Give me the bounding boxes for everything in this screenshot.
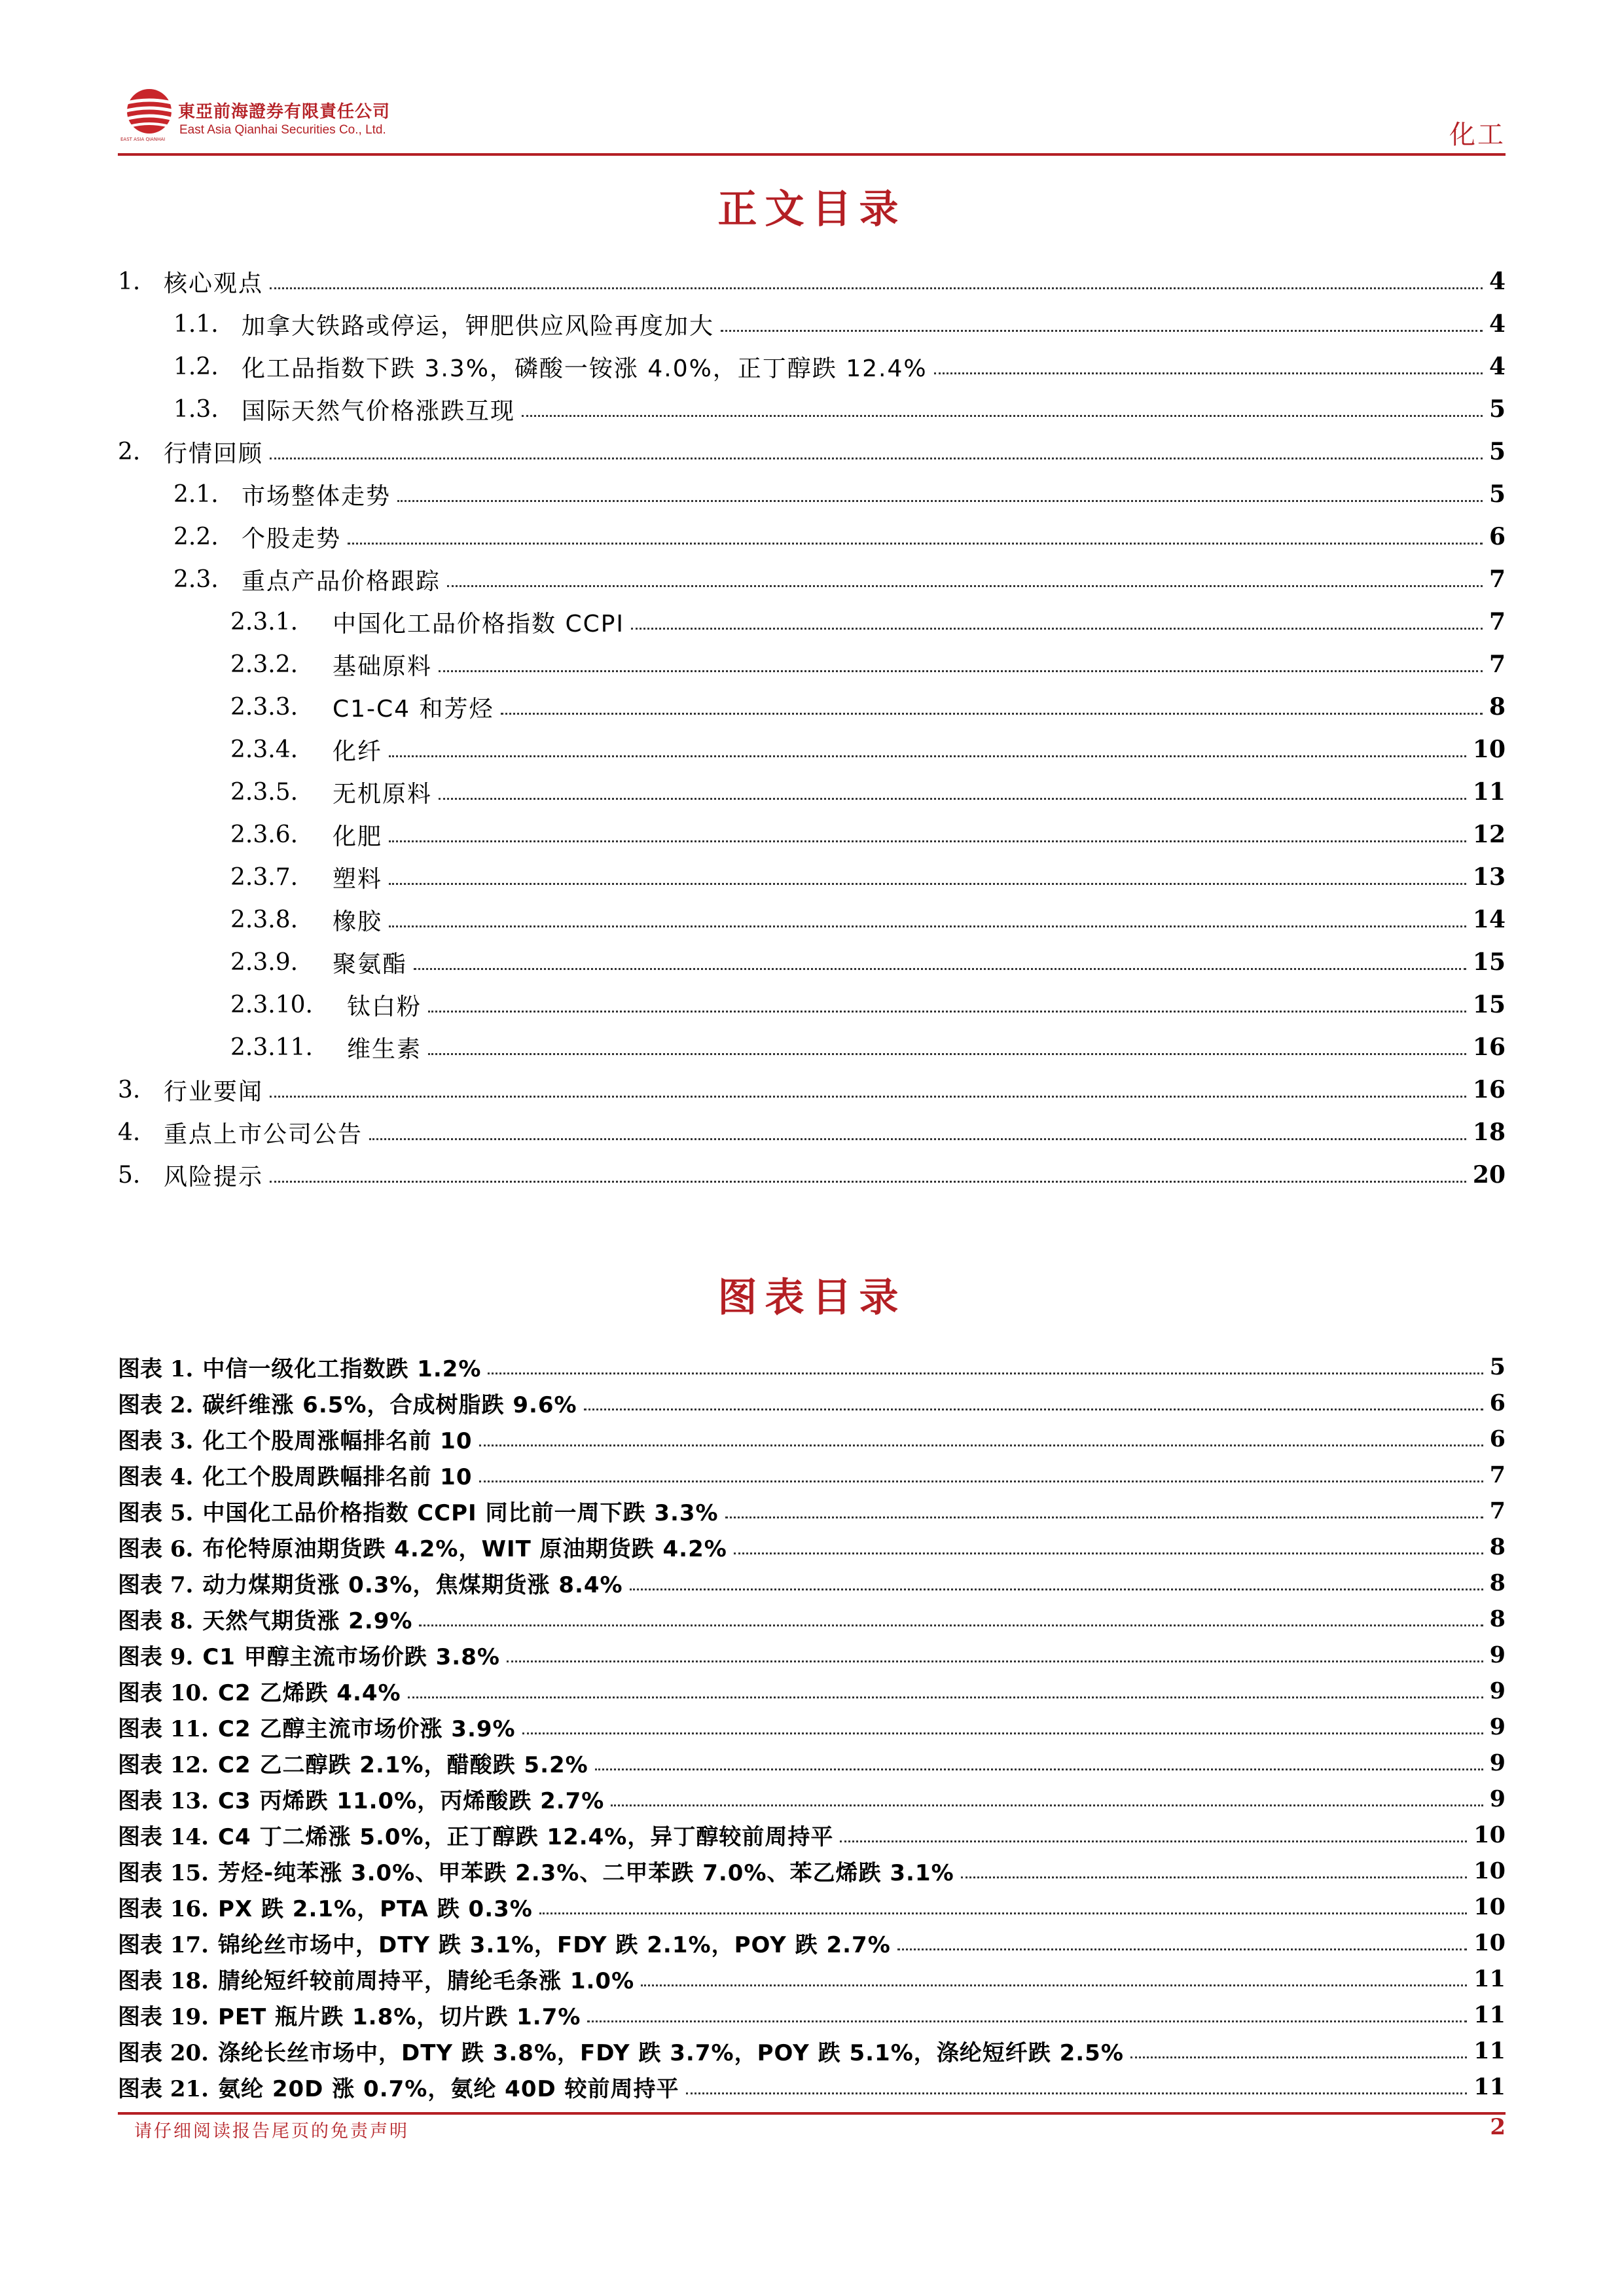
figure-entry-page: 11 xyxy=(1473,2073,1506,2100)
toc-entry-label: 基础原料 xyxy=(333,653,433,680)
dot-leader xyxy=(488,1372,1483,1374)
disclaimer-text: 请仔细阅读报告尾页的免责声明 xyxy=(134,2121,409,2142)
toc-entry-page: 4 xyxy=(1489,353,1506,380)
toc-entry-number: 2.3.8. xyxy=(230,906,298,933)
toc-entry-page: 15 xyxy=(1472,948,1506,976)
figure-entry[interactable] xyxy=(118,1995,1506,2034)
figure-entry[interactable] xyxy=(118,1563,1506,1602)
toc-entry-number: 2.3. xyxy=(173,565,219,593)
dot-leader xyxy=(369,1138,1466,1140)
toc-entry[interactable] xyxy=(118,262,1506,301)
toc-entry-label: 聚氨酯 xyxy=(333,950,408,978)
figure-entry[interactable] xyxy=(118,1527,1506,1566)
figure-entry-label: C1 甲醇主流市场价跌 3.8% xyxy=(202,1643,500,1670)
figure-entry-page: 10 xyxy=(1473,1857,1506,1884)
toc-entry-page: 7 xyxy=(1489,651,1506,678)
toc-entry-number: 2.1. xyxy=(173,480,219,508)
dot-leader xyxy=(611,1804,1483,1806)
toc-entry-label: 风险提示 xyxy=(164,1163,264,1191)
toc-entry-label: 重点上市公司公告 xyxy=(164,1121,363,1148)
figure-entry-label: 中国化工品价格指数 CCPI 同比前一周下跌 3.3% xyxy=(202,1499,719,1526)
dot-leader xyxy=(447,585,1483,587)
figure-entry[interactable] xyxy=(118,1635,1506,1674)
dot-leader xyxy=(840,1840,1467,1842)
figure-entry[interactable] xyxy=(118,2031,1506,2070)
toc-entry[interactable] xyxy=(173,389,1506,429)
toc-entry[interactable] xyxy=(230,985,1506,1024)
figure-entry[interactable] xyxy=(118,1347,1506,1386)
toc-entry-number: 2.3.6. xyxy=(230,821,298,848)
figure-entry-label: 动力煤期货涨 0.3%，焦煤期货涨 8.4% xyxy=(202,1571,623,1598)
toc-entry-number: 2.3.4. xyxy=(230,736,298,763)
toc-entry-page: 4 xyxy=(1489,310,1506,338)
dot-leader xyxy=(501,713,1483,715)
figure-entry-label: C2 乙烯跌 4.4% xyxy=(218,1679,401,1706)
toc-entry-number: 2. xyxy=(118,438,141,465)
figure-entry-label: 芳烃-纯苯涨 3.0%、甲苯跌 2.3%、二甲苯跌 7.0%、苯乙烯跌 3.1% xyxy=(218,1859,954,1886)
dot-leader xyxy=(631,628,1483,630)
figure-entry-page: 8 xyxy=(1489,1569,1506,1596)
dot-leader xyxy=(270,457,1483,459)
toc-entry[interactable] xyxy=(118,1070,1506,1109)
toc-entry-page: 13 xyxy=(1472,863,1506,891)
dot-leader xyxy=(408,1696,1483,1698)
dot-leader xyxy=(734,1552,1483,1554)
figure-entry-number: 图表 11. xyxy=(118,1715,209,1742)
figure-entry[interactable] xyxy=(118,1851,1506,1890)
toc-entry-page: 16 xyxy=(1472,1076,1506,1103)
figure-entry-page: 10 xyxy=(1473,1929,1506,1956)
page-number: 2 xyxy=(1490,2114,1506,2140)
figure-entry-label: 天然气期货涨 2.9% xyxy=(202,1607,413,1634)
figure-entry[interactable] xyxy=(118,1887,1506,1926)
toc-entry-number: 2.3.2. xyxy=(230,651,298,678)
dot-leader xyxy=(439,798,1466,800)
dot-leader xyxy=(584,1408,1483,1410)
figure-entry[interactable] xyxy=(118,1959,1506,1998)
dot-leader xyxy=(1130,2056,1467,2058)
dot-leader xyxy=(270,1181,1466,1183)
toc-entry-page: 18 xyxy=(1472,1119,1506,1146)
figure-entry-number: 图表 14. xyxy=(118,1823,209,1850)
toc-entry-number: 2.3.11. xyxy=(230,1033,313,1061)
figure-entry-number: 图表 19. xyxy=(118,2003,209,2030)
toc-entry-number: 2.3.5. xyxy=(230,778,298,806)
dot-leader xyxy=(522,1732,1483,1734)
toc-entry-label: C1-C4 和芳烃 xyxy=(333,695,494,723)
figure-entry-page: 6 xyxy=(1489,1425,1506,1452)
toc-entry-page: 14 xyxy=(1472,906,1506,933)
figure-entry-label: PET 瓶片跌 1.8%，切片跌 1.7% xyxy=(218,2003,581,2030)
figure-entry[interactable] xyxy=(118,1779,1506,1818)
company-name-en: East Asia Qianhai Securities Co., Ltd. xyxy=(179,123,386,137)
toc-entry-page: 11 xyxy=(1472,778,1506,806)
figures-title: 图表目录 xyxy=(717,1275,907,1321)
figure-entry-number: 图表 20. xyxy=(118,2039,209,2066)
figure-entry-number: 图表 16. xyxy=(118,1895,209,1922)
dot-leader xyxy=(686,2092,1468,2094)
figure-entry-label: 涤纶长丝市场中，DTY 跌 3.8%，FDY 跌 3.7%，POY 跌 5.1%，涤纶短纤跌 2.5% xyxy=(218,2039,1124,2066)
dot-leader xyxy=(897,1948,1468,1950)
toc-entry-label: 中国化工品价格指数 CCPI xyxy=(333,610,625,637)
toc-entry-label: 加拿大铁路或停运，钾肥供应风险再度加大 xyxy=(242,312,715,340)
header-divider xyxy=(118,153,1506,156)
toc-entry-page: 6 xyxy=(1489,523,1506,550)
toc-entry-number: 1. xyxy=(118,268,141,295)
figure-entry-page: 10 xyxy=(1473,1893,1506,1920)
toc-entry[interactable] xyxy=(118,1113,1506,1152)
figure-entry-page: 5 xyxy=(1489,1353,1506,1380)
toc-entry-page: 4 xyxy=(1489,268,1506,295)
toc-entry-label: 重点产品价格跟踪 xyxy=(242,567,441,595)
toc-entry-number: 1.1. xyxy=(173,310,219,338)
figure-entry-number: 图表 17. xyxy=(118,1931,209,1958)
toc-entry-number: 5. xyxy=(118,1161,141,1189)
toc-entry-page: 5 xyxy=(1489,480,1506,508)
toc-entry[interactable] xyxy=(173,475,1506,514)
toc-entry-page: 12 xyxy=(1472,821,1506,848)
toc-entry-page: 10 xyxy=(1472,736,1506,763)
toc-entry[interactable] xyxy=(173,347,1506,386)
dot-leader xyxy=(934,372,1483,374)
figure-entry-number: 图表 8. xyxy=(118,1607,194,1634)
toc-entry[interactable] xyxy=(230,857,1506,897)
figure-entry-label: PX 跌 2.1%，PTA 跌 0.3% xyxy=(218,1895,533,1922)
toc-entry-number: 1.2. xyxy=(173,353,219,380)
figure-entry-label: 锦纶丝市场中，DTY 跌 3.1%，FDY 跌 2.1%，POY 跌 2.7% xyxy=(218,1931,891,1958)
figure-entry-page: 6 xyxy=(1489,1389,1506,1416)
dot-leader xyxy=(595,1768,1483,1770)
figure-entry-number: 图表 1. xyxy=(118,1355,194,1382)
dot-leader xyxy=(479,1480,1483,1482)
dot-leader xyxy=(270,287,1483,289)
footer-divider xyxy=(118,2112,1506,2115)
toc-entry-label: 无机原料 xyxy=(333,780,433,808)
toc-entry[interactable] xyxy=(173,304,1506,344)
figure-entry[interactable] xyxy=(118,1383,1506,1422)
figure-entry-number: 图表 15. xyxy=(118,1859,209,1886)
figure-entry[interactable] xyxy=(118,1743,1506,1782)
figure-entry-label: 布伦特原油期货跌 4.2%，WIT 原油期货跌 4.2% xyxy=(202,1535,727,1562)
figure-entry-number: 图表 7. xyxy=(118,1571,194,1598)
figure-entry-number: 图表 21. xyxy=(118,2075,209,2102)
toc-entry-number: 2.3.1. xyxy=(230,608,298,636)
toc-entry-label: 化肥 xyxy=(333,823,383,850)
dot-leader xyxy=(507,1660,1483,1662)
figure-entry-page: 7 xyxy=(1489,1497,1506,1524)
figure-entry-label: 化工个股周涨幅排名前 10 xyxy=(202,1427,473,1454)
toc-entry-label: 钛白粉 xyxy=(347,993,422,1020)
toc-entry[interactable] xyxy=(173,560,1506,599)
dot-leader xyxy=(439,670,1483,672)
toc-entry-number: 2.2. xyxy=(173,523,219,550)
dot-leader xyxy=(389,925,1466,927)
toc-entry[interactable] xyxy=(118,432,1506,471)
dot-leader xyxy=(539,1912,1467,1914)
toc-title: 正文目录 xyxy=(717,187,907,232)
figure-entry-number: 图表 5. xyxy=(118,1499,194,1526)
toc-entry[interactable] xyxy=(230,730,1506,769)
figure-entry[interactable] xyxy=(118,1671,1506,1710)
figure-entry-label: C4 丁二烯涨 5.0%，正丁醇跌 12.4%，异丁醇较前周持平 xyxy=(218,1823,834,1850)
toc-entry-number: 4. xyxy=(118,1119,141,1146)
figure-entry-page: 8 xyxy=(1489,1605,1506,1632)
dot-leader xyxy=(389,840,1466,842)
figure-entry[interactable] xyxy=(118,1491,1506,1530)
toc-entry[interactable] xyxy=(173,517,1506,556)
dot-leader xyxy=(389,755,1466,757)
toc-entry-label: 维生素 xyxy=(347,1035,422,1063)
toc-entry-page: 5 xyxy=(1489,438,1506,465)
toc-entry-label: 行业要闻 xyxy=(164,1078,264,1105)
toc-entry-page: 5 xyxy=(1489,395,1506,423)
dot-leader xyxy=(522,415,1483,417)
figure-entry-number: 图表 18. xyxy=(118,1967,209,1994)
figure-entry-label: 氨纶 20D 涨 0.7%，氨纶 40D 较前周持平 xyxy=(218,2075,679,2102)
toc-entry-label: 化纤 xyxy=(333,738,383,765)
dot-leader xyxy=(414,968,1466,970)
toc-entry-number: 2.3.3. xyxy=(230,693,298,721)
company-name-cn: 東亞前海證券有限責任公司 xyxy=(178,102,391,122)
toc-entry-number: 2.3.10. xyxy=(230,991,313,1018)
figure-entry-page: 9 xyxy=(1489,1749,1506,1776)
dot-leader xyxy=(630,1588,1483,1590)
figure-entry-number: 图表 10. xyxy=(118,1679,209,1706)
figure-entry-page: 9 xyxy=(1489,1677,1506,1704)
dot-leader xyxy=(428,1011,1466,1013)
toc-entry[interactable] xyxy=(230,772,1506,812)
toc-entry-label: 橡胶 xyxy=(333,908,383,935)
figure-entry-label: C3 丙烯跌 11.0%，丙烯酸跌 2.7% xyxy=(218,1787,605,1814)
sector-label: 化工 xyxy=(1449,120,1506,150)
figure-entry-label: 化工个股周跌幅排名前 10 xyxy=(202,1463,473,1490)
dot-leader xyxy=(641,1984,1467,1986)
dot-leader xyxy=(428,1053,1466,1055)
toc-entry-number: 3. xyxy=(118,1076,141,1103)
logo-small-text: EAST ASIA QIANHAI xyxy=(120,137,166,142)
figure-entry-page: 8 xyxy=(1489,1533,1506,1560)
figure-entry[interactable] xyxy=(118,1923,1506,1962)
toc-entry-label: 个股走势 xyxy=(242,525,342,552)
toc-entry-label: 塑料 xyxy=(333,865,383,893)
dot-leader xyxy=(961,1876,1468,1878)
figure-entry-label: 中信一级化工指数跌 1.2% xyxy=(202,1355,482,1382)
toc-entry-label: 市场整体走势 xyxy=(242,482,391,510)
toc-entry-label: 化工品指数下跌 3.3%，磷酸一铵涨 4.0%，正丁醇跌 12.4% xyxy=(242,355,928,382)
figure-entry-page: 10 xyxy=(1473,1821,1506,1848)
toc-entry[interactable] xyxy=(230,900,1506,939)
toc-entry-page: 8 xyxy=(1489,693,1506,721)
figure-entry[interactable] xyxy=(118,1707,1506,1746)
figure-entry-page: 9 xyxy=(1489,1785,1506,1812)
figure-entry-page: 7 xyxy=(1489,1461,1506,1488)
dot-leader xyxy=(587,2020,1467,2022)
figure-entry[interactable] xyxy=(118,1815,1506,1854)
dot-leader xyxy=(270,1096,1466,1098)
figure-entry-page: 9 xyxy=(1489,1713,1506,1740)
dot-leader xyxy=(721,330,1483,332)
toc-entry[interactable] xyxy=(230,687,1506,726)
toc-entry-number: 2.3.9. xyxy=(230,948,298,976)
dot-leader xyxy=(479,1444,1483,1446)
toc-entry-page: 16 xyxy=(1472,1033,1506,1061)
figure-entry-page: 11 xyxy=(1473,2037,1506,2064)
toc-entry-label: 行情回顾 xyxy=(164,440,264,467)
figure-entry-number: 图表 4. xyxy=(118,1463,194,1490)
figure-entry-label: 腈纶短纤较前周持平，腈纶毛条涨 1.0% xyxy=(218,1967,635,1994)
figure-entry[interactable] xyxy=(118,1599,1506,1638)
toc-entry-page: 20 xyxy=(1472,1161,1506,1189)
figure-entry[interactable] xyxy=(118,2067,1506,2106)
dot-leader xyxy=(397,500,1483,502)
figure-entry[interactable] xyxy=(118,1419,1506,1458)
page-header xyxy=(118,85,1506,158)
figure-entry-page: 9 xyxy=(1489,1641,1506,1668)
dot-leader xyxy=(348,543,1483,545)
dot-leader xyxy=(419,1624,1483,1626)
toc-entry[interactable] xyxy=(230,645,1506,684)
toc-entry-label: 核心观点 xyxy=(164,270,264,297)
toc-entry-page: 7 xyxy=(1489,608,1506,636)
dot-leader xyxy=(725,1516,1483,1518)
toc-entry[interactable] xyxy=(230,942,1506,982)
figure-entry-number: 图表 6. xyxy=(118,1535,194,1562)
toc-entry-number: 1.3. xyxy=(173,395,219,423)
figure-entry-number: 图表 9. xyxy=(118,1643,194,1670)
figure-entry-number: 图表 13. xyxy=(118,1787,209,1814)
toc-entry[interactable] xyxy=(118,1155,1506,1194)
toc-entry-page: 7 xyxy=(1489,565,1506,593)
figure-entry-label: C2 乙二醇跌 2.1%，醋酸跌 5.2% xyxy=(218,1751,588,1778)
figure-entry-number: 图表 3. xyxy=(118,1427,194,1454)
figure-entry-label: C2 乙醇主流市场价涨 3.9% xyxy=(218,1715,516,1742)
toc-entry[interactable] xyxy=(230,1028,1506,1067)
figure-entry-number: 图表 2. xyxy=(118,1391,194,1418)
figure-entry-page: 11 xyxy=(1473,2001,1506,2028)
toc-entry-page: 15 xyxy=(1472,991,1506,1018)
toc-entry[interactable] xyxy=(230,602,1506,641)
dot-leader xyxy=(389,883,1466,885)
figure-entry-label: 碳纤维涨 6.5%，合成树脂跌 9.6% xyxy=(202,1391,577,1418)
toc-entry[interactable] xyxy=(230,815,1506,854)
figure-entry-number: 图表 12. xyxy=(118,1751,209,1778)
figure-entry[interactable] xyxy=(118,1455,1506,1494)
toc-entry-number: 2.3.7. xyxy=(230,863,298,891)
toc-entry-label: 国际天然气价格涨跌互现 xyxy=(242,397,516,425)
figure-entry-page: 11 xyxy=(1473,1965,1506,1992)
